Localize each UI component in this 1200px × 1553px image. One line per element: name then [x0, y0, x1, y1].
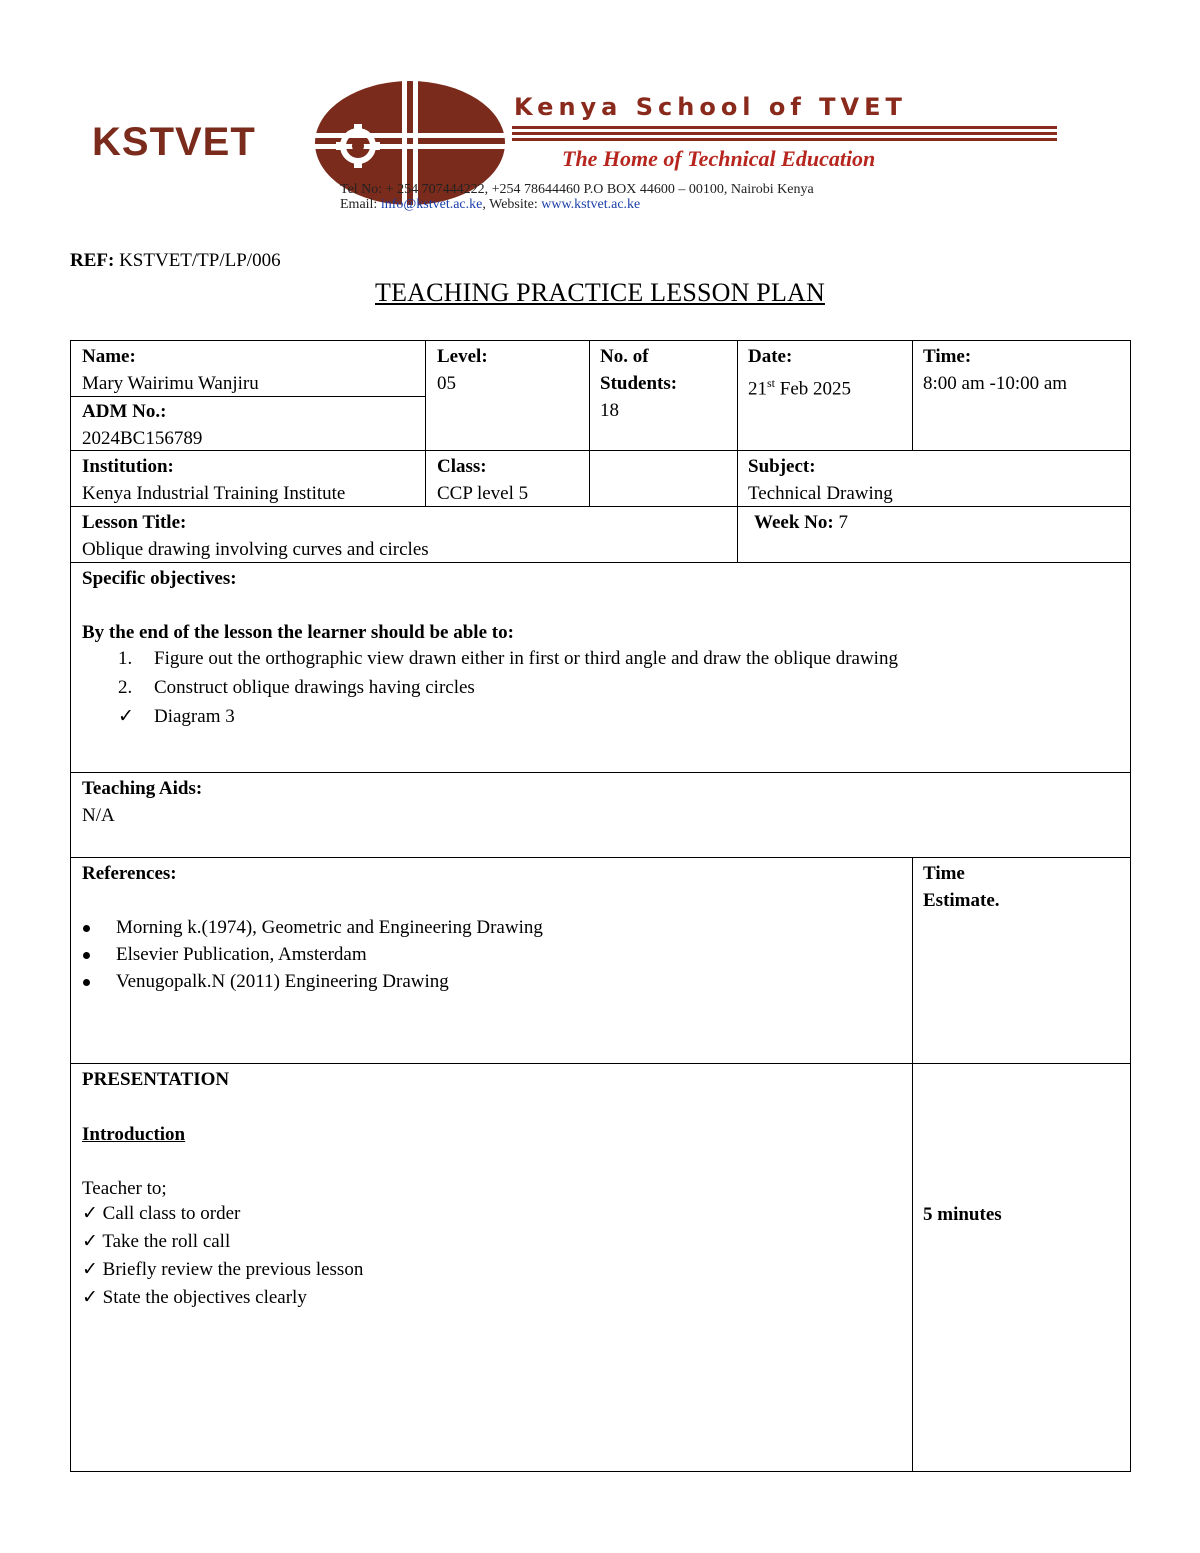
header-stripe — [512, 126, 1057, 129]
date-label: Date: — [748, 346, 793, 367]
reference-text: Elsevier Publication, Amsterdam — [116, 944, 367, 965]
lesson-title-value: Oblique drawing involving curves and circles — [82, 539, 429, 560]
website-label: , Website: — [482, 197, 542, 212]
time-estimate-label-line2: Estimate. — [923, 890, 1000, 911]
table-rule — [70, 1471, 1131, 1472]
references-list — [70, 914, 543, 995]
table-rule — [589, 340, 590, 506]
list-item — [70, 941, 543, 968]
date-day: 21 — [748, 378, 767, 400]
week-label: Week No: — [754, 512, 834, 533]
table-rule — [737, 340, 738, 562]
adm-label: ADM No.: — [82, 401, 167, 422]
level-value: 05 — [437, 373, 456, 394]
students-label-line1: No. of — [600, 346, 649, 367]
header-stripe — [512, 132, 1057, 135]
name-label: Name: — [82, 346, 136, 367]
list-item — [70, 914, 543, 941]
email-link[interactable]: info@kstvet.ac.ke — [380, 197, 483, 212]
name-value: Mary Wairimu Wanjiru — [82, 373, 259, 394]
time-estimate-label-line1: Time — [923, 863, 965, 884]
reference-number — [70, 250, 281, 272]
table-rule — [70, 1063, 1131, 1064]
objective-text: Diagram 3 — [154, 706, 235, 727]
level-label: Level: — [437, 346, 488, 367]
class-cell — [437, 453, 528, 507]
institution-cell — [82, 453, 345, 507]
students-cell — [600, 343, 677, 424]
date-value — [748, 370, 851, 402]
objective-text: Figure out the orthographic view drawn either in first or third angle and draw the oblique drawing — [154, 648, 898, 669]
subject-label: Subject: — [748, 456, 816, 477]
table-rule — [425, 340, 426, 506]
bullet-icon — [83, 952, 90, 959]
objective-text: Construct oblique drawings having circles — [154, 677, 475, 698]
website-link[interactable]: www.kstvet.ac.ke — [541, 197, 641, 212]
introduction-heading: Introduction — [82, 1124, 186, 1145]
contact-line: Tel No: + 254 707444222, +254 78644460 P.O BOX 44600 – 00100, Nairobi Kenya — [340, 182, 814, 197]
table-rule — [70, 340, 71, 1472]
table-rule — [70, 340, 1131, 341]
teaching-aids-cell — [82, 775, 202, 829]
email-label: Email: — [340, 197, 381, 212]
introduction-time: 5 minutes — [923, 1204, 1002, 1225]
teaching-aids-value: N/A — [82, 805, 115, 826]
table-rule — [912, 340, 913, 450]
institution-label: Institution: — [82, 456, 174, 477]
list-item: ✓ Take the roll call — [82, 1231, 231, 1252]
level-cell — [437, 343, 488, 397]
ref-value: KSTVET/TP/LP/006 — [119, 250, 281, 271]
lesson-title-cell — [82, 509, 429, 563]
bullet-icon — [83, 925, 90, 932]
name-cell — [82, 343, 259, 397]
class-value: CCP level 5 — [437, 483, 529, 504]
bullet-icon — [83, 979, 90, 986]
class-label: Class: — [437, 456, 487, 477]
references-label: References: — [82, 863, 177, 884]
date-cell — [748, 343, 851, 402]
date-suffix: st — [767, 376, 776, 390]
time-value: 8:00 am -10:00 am — [923, 373, 1068, 394]
list-item — [82, 644, 898, 673]
week-value: 7 — [838, 512, 848, 533]
list-item — [82, 702, 898, 731]
school-name: Kenya School of TVET — [514, 93, 907, 121]
school-tagline: The Home of Technical Education — [562, 146, 876, 171]
institution-value: Kenya Industrial Training Institute — [82, 483, 346, 504]
subject-value: Technical Drawing — [748, 483, 893, 504]
list-item: ✓ Call class to order — [82, 1203, 241, 1224]
lesson-title-label: Lesson Title: — [82, 512, 187, 533]
time-label: Time: — [923, 346, 972, 367]
table-rule — [70, 857, 1131, 858]
table-rule — [912, 857, 913, 1471]
table-rule — [70, 450, 1131, 451]
teaching-aids-label: Teaching Aids: — [82, 778, 203, 799]
ref-label: REF: — [70, 250, 115, 271]
time-cell — [923, 343, 1067, 397]
objectives-intro: By the end of the lesson the learner should be able to: — [82, 622, 514, 643]
time-estimate-header — [923, 860, 1000, 914]
subject-cell — [748, 453, 893, 507]
week-cell — [754, 509, 848, 536]
list-marker: 2. — [118, 677, 133, 698]
list-marker: 1. — [118, 648, 133, 669]
presentation-steps — [82, 1200, 363, 1312]
date-month-year: Feb 2025 — [775, 378, 852, 400]
logo-abbreviation: KSTVET — [92, 120, 256, 164]
presentation-label: PRESENTATION — [82, 1069, 230, 1090]
table-rule — [1130, 340, 1131, 1472]
header-stripe — [512, 138, 1057, 141]
checkmark-icon: ✓ — [118, 706, 134, 727]
list-item: ✓ State the objectives clearly — [82, 1287, 307, 1308]
presentation-lead: Teacher to; — [82, 1178, 167, 1199]
reference-text: Morning k.(1974), Geometric and Engineering Drawing — [116, 917, 543, 938]
adm-value: 2024BC156789 — [82, 428, 203, 449]
list-item — [70, 968, 543, 995]
adm-cell — [82, 398, 202, 452]
contact-email-website — [340, 198, 640, 212]
students-value: 18 — [600, 400, 619, 421]
reference-text: Venugopalk.N (2011) Engineering Drawing — [116, 971, 449, 992]
students-label-line2: Students: — [600, 373, 678, 394]
list-item: ✓ Briefly review the previous lesson — [82, 1259, 364, 1280]
objectives-label: Specific objectives: — [82, 568, 237, 589]
list-item — [82, 673, 898, 702]
table-rule — [70, 772, 1131, 773]
objectives-list — [82, 644, 898, 731]
page-title: TEACHING PRACTICE LESSON PLAN — [375, 278, 825, 307]
